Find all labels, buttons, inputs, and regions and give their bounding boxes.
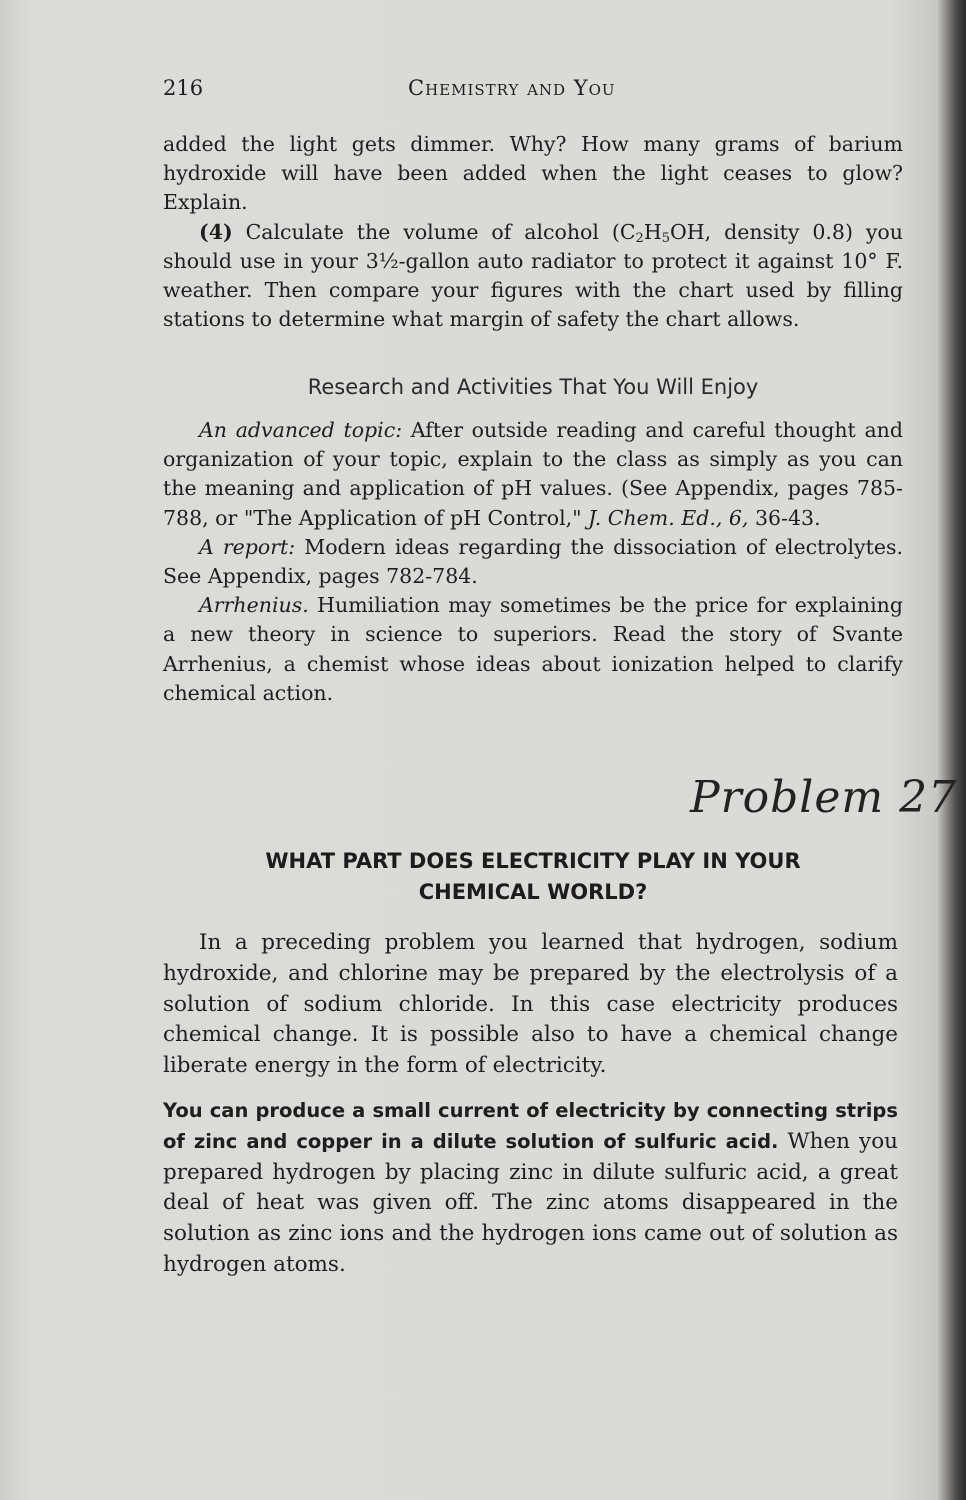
question-4: (4) Calculate the volume of alcohol ($C_2H_5OH$, density 0.8) you should use in your 3½-gallon auto radiator to protect it against 10° F. weather. Then compare your figures with the chart used by filling stations to determine what margin of safety the chart allows. bbox=[163, 219, 903, 332]
research-heading: Research and Activities That You Will Enjoy bbox=[307, 375, 759, 399]
running-title: Chemistry and You bbox=[408, 76, 616, 100]
problem-paragraph-2: You can produce a small current of electricity by connecting strips of zinc and copper in a dilute solution of sulfuric acid. When you prepared hydrogen by placing zinc in dilute sulfuric acid, a great deal of heat was given off. The zinc atoms disappeared in the solution as zinc ions and the hydrogen ions came out of solution as hydrogen atoms. bbox=[163, 1098, 898, 1277]
page-header bbox=[163, 76, 903, 106]
question-4-label: (4) bbox=[199, 219, 233, 244]
research-item-arrhenius: Arrhenius. Humiliation may sometimes be the price for explaining a new theory in science to superiors. Read the story of Svante Arrhenius, a chemist whose ideas about ionization helped to clarify chemical action. bbox=[163, 593, 903, 705]
research-item-report: A report: Modern ideas regarding the dissociation of electrolytes. See Appendix, pages 782-784. bbox=[163, 534, 903, 589]
research-item-advanced-topic: An advanced topic: After outside reading and careful thought and organization of your topic, explain to the class as simply as you can the meaning and application of pH values. (See Appendix, pages 785-788, or "The Application of pH Control," J. Chem. Ed., 6, 36-43. bbox=[163, 418, 903, 530]
key-statement: You can produce a small current of electricity by connecting strips of zinc and copper in a dilute solution of sulfuric acid. bbox=[163, 1098, 898, 1153]
top-questions bbox=[163, 130, 903, 334]
problem-paragraph-1: In a preceding problem you learned that hydrogen, sodium hydroxide, and chlorine may be prepared by the electrolysis of a solution of sodium chloride. In this case electricity produces chemical change. It is possible also to have a chemical change liberate energy in the form of electricity. bbox=[163, 930, 898, 1079]
research-items bbox=[163, 416, 903, 708]
problem-body bbox=[163, 928, 898, 1281]
problem-label: Problem 27 bbox=[690, 772, 958, 823]
continued-question: added the light gets dimmer. Why? How many grams of barium hydroxide will have been added when the light ceases to glow? Explain. bbox=[163, 132, 903, 215]
problem-title: WHAT PART DOES ELECTRICITY PLAY IN YOUR CHEMICAL WORLD? bbox=[265, 849, 801, 904]
page-number: 216 bbox=[163, 76, 204, 100]
